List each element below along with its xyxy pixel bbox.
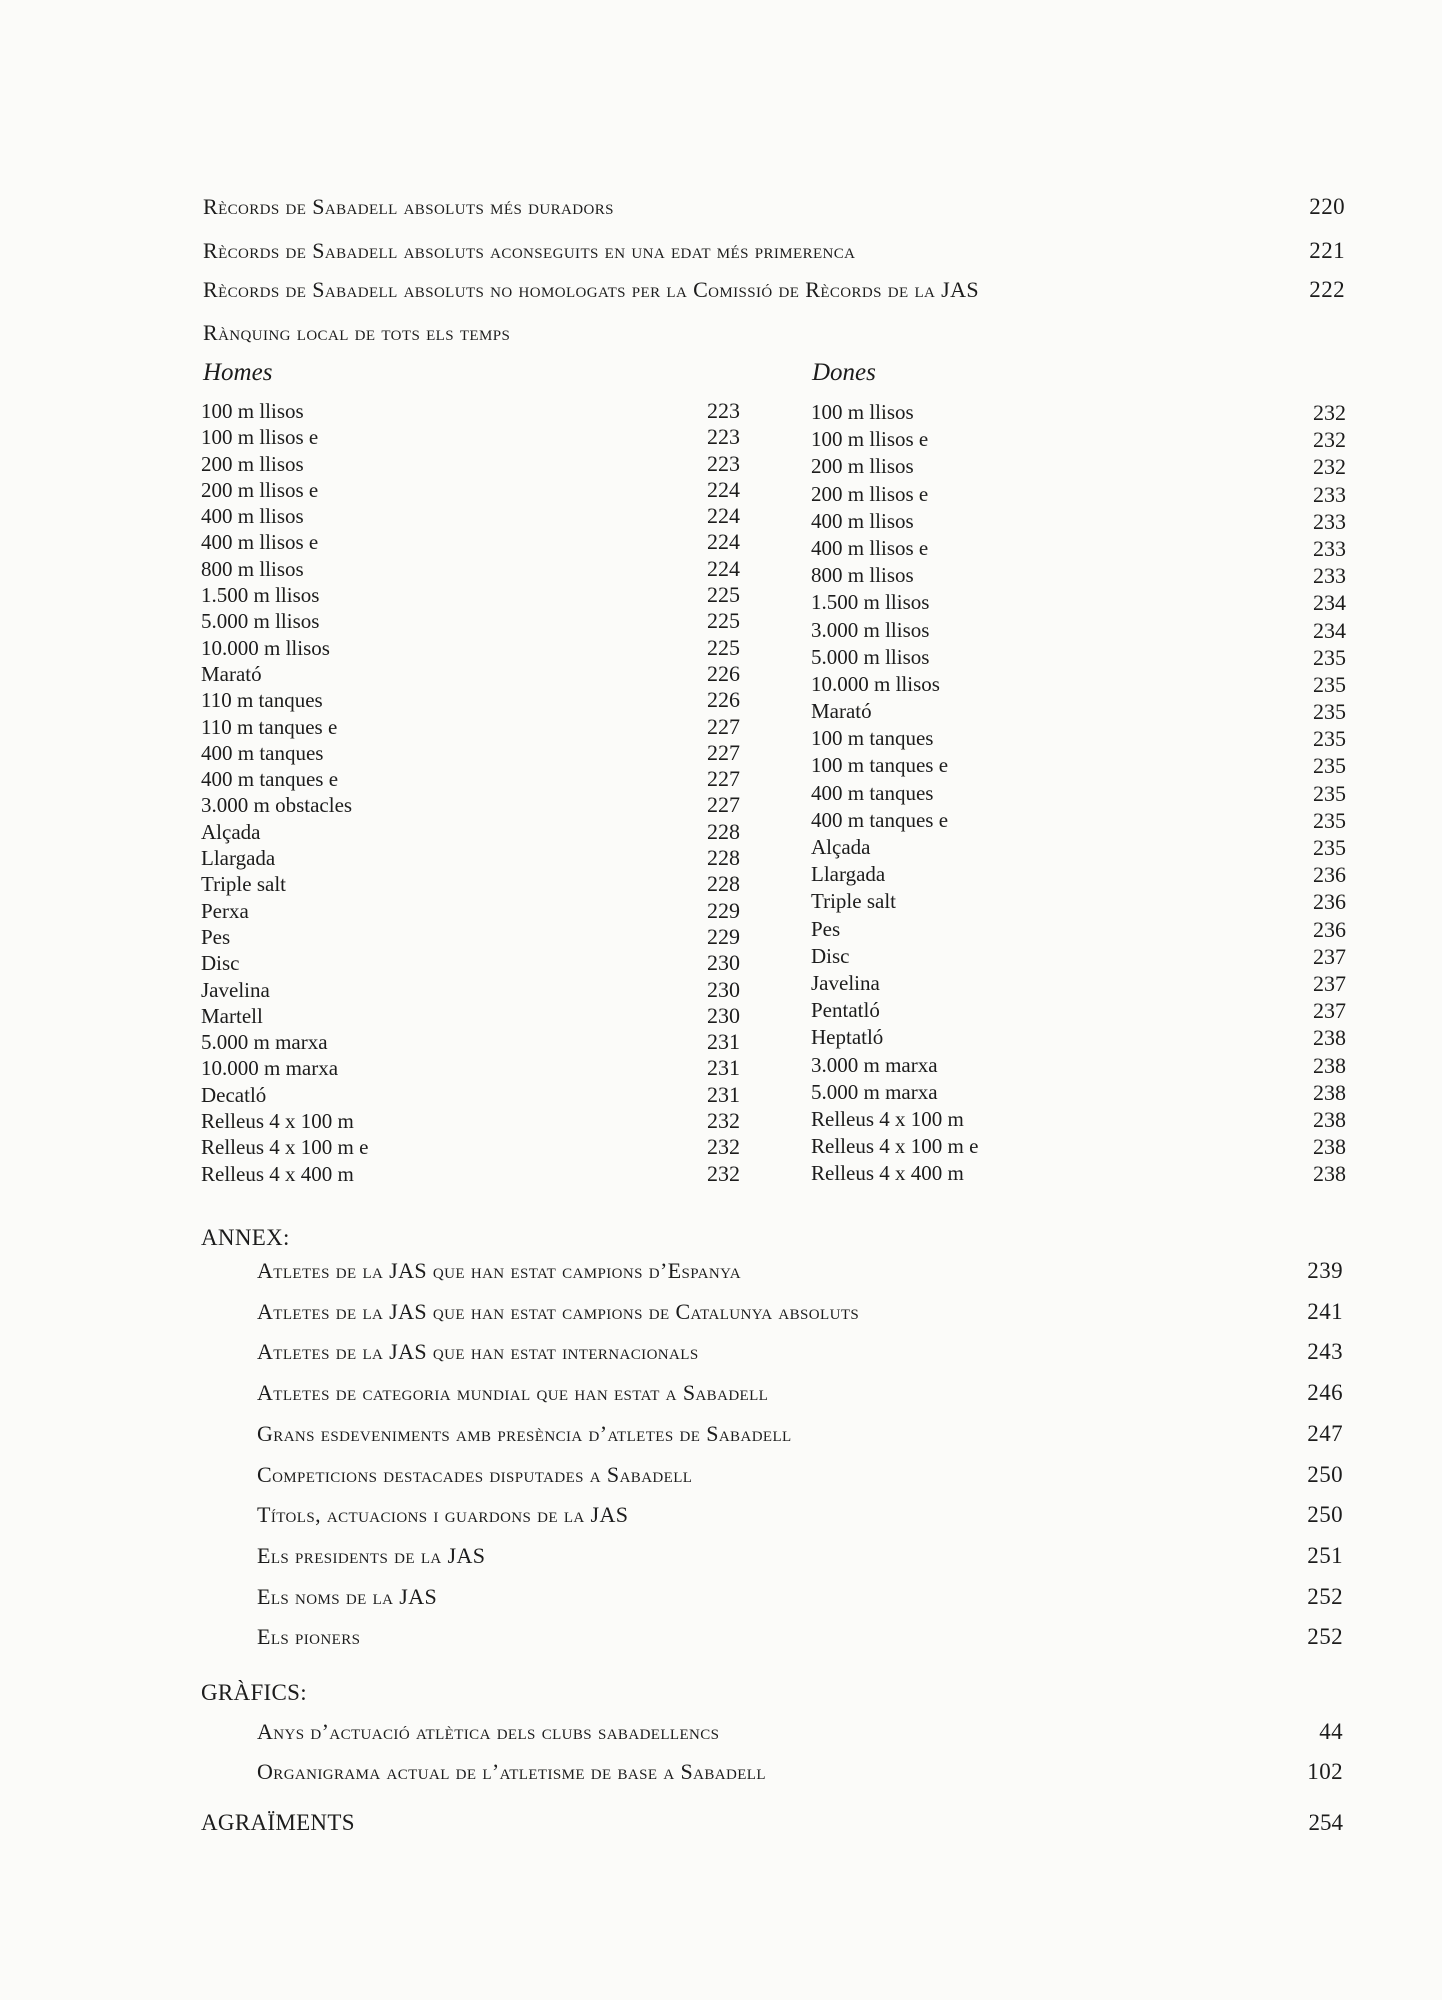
event-name: Decatló bbox=[201, 1082, 267, 1107]
event-row bbox=[811, 970, 1346, 997]
event-row bbox=[811, 888, 1346, 915]
event-row bbox=[201, 1108, 740, 1134]
event-name: Llargada bbox=[811, 862, 886, 887]
toc-entry-page: 247 bbox=[1307, 1420, 1343, 1446]
event-name: 400 m tanques bbox=[201, 740, 324, 765]
event-name: 3.000 m marxa bbox=[811, 1052, 938, 1077]
event-name: 400 m llisos e bbox=[811, 535, 929, 560]
toc-entry-page: 251 bbox=[1307, 1542, 1343, 1568]
toc-entry-label: Atletes de la JAS que han estat campions de Catalunya absoluts bbox=[257, 1298, 860, 1324]
toc-entry bbox=[203, 234, 1345, 268]
event-page: 227 bbox=[707, 739, 740, 765]
event-page: 238 bbox=[1313, 1106, 1346, 1132]
event-name: Pes bbox=[811, 916, 841, 941]
event-page: 232 bbox=[1313, 400, 1346, 425]
event-row bbox=[811, 1106, 1346, 1133]
event-row bbox=[201, 477, 740, 503]
homes-heading: Homes bbox=[203, 359, 273, 386]
event-page: 224 bbox=[707, 503, 740, 529]
event-name: 200 m llisos e bbox=[201, 477, 319, 502]
event-name: 100 m llisos bbox=[201, 399, 304, 423]
event-page: 223 bbox=[707, 450, 740, 476]
toc-entry-page: 252 bbox=[1307, 1624, 1343, 1650]
event-page: 235 bbox=[1313, 671, 1346, 697]
event-name: 100 m tanques bbox=[811, 726, 934, 751]
event-row bbox=[811, 807, 1346, 834]
toc-entry bbox=[257, 1254, 1343, 1288]
toc-entry-page: 221 bbox=[1309, 238, 1345, 263]
event-row bbox=[811, 644, 1346, 671]
event-page: 225 bbox=[707, 634, 740, 660]
event-page: 233 bbox=[1313, 508, 1346, 534]
event-name: 100 m llisos bbox=[811, 400, 914, 424]
event-page: 223 bbox=[707, 398, 740, 423]
toc-entry-label: Rècords de Sabadell absoluts més duradors bbox=[203, 194, 614, 219]
event-page: 234 bbox=[1313, 590, 1346, 616]
event-row bbox=[201, 924, 740, 950]
event-name: Perxa bbox=[201, 898, 249, 923]
toc-entry-page: 44 bbox=[1319, 1719, 1343, 1744]
event-page: 235 bbox=[1313, 807, 1346, 833]
toc-entry-page: 250 bbox=[1307, 1461, 1343, 1487]
event-row bbox=[201, 1161, 740, 1187]
toc-entry-label: Els pioners bbox=[257, 1624, 361, 1650]
toc-entry bbox=[257, 1539, 1343, 1573]
event-page: 236 bbox=[1313, 862, 1346, 888]
event-page: 225 bbox=[707, 608, 740, 634]
grafics-heading: GRÀFICS: bbox=[201, 1680, 307, 1705]
event-name: 1.500 m llisos bbox=[811, 590, 930, 615]
event-row bbox=[201, 845, 740, 871]
toc-entry bbox=[257, 1417, 1343, 1451]
event-page: 226 bbox=[707, 660, 740, 686]
toc-entry bbox=[257, 1715, 1343, 1749]
event-row bbox=[201, 977, 740, 1003]
event-page: 237 bbox=[1313, 970, 1346, 996]
event-name: Marató bbox=[811, 699, 872, 724]
event-name: 100 m llisos e bbox=[811, 427, 929, 452]
toc-entry-label: Rècords de Sabadell absoluts no homologats per la Comissió de Rècords de la JAS bbox=[203, 277, 980, 302]
event-row bbox=[811, 997, 1346, 1024]
agraiments-page: 254 bbox=[1308, 1810, 1343, 1835]
event-page: 238 bbox=[1313, 1079, 1346, 1105]
event-row bbox=[811, 1024, 1346, 1051]
event-page: 231 bbox=[707, 1081, 740, 1107]
event-row bbox=[201, 635, 740, 661]
event-page: 228 bbox=[707, 845, 740, 871]
event-row bbox=[201, 819, 740, 845]
event-name: 10.000 m marxa bbox=[201, 1056, 339, 1081]
event-name: Disc bbox=[201, 951, 240, 976]
event-page: 224 bbox=[707, 555, 740, 581]
event-name: Relleus 4 x 100 m bbox=[811, 1106, 964, 1131]
event-page: 236 bbox=[1313, 889, 1346, 915]
event-name: 110 m tanques e bbox=[201, 714, 338, 739]
dones-heading: Dones bbox=[812, 359, 876, 386]
event-row bbox=[811, 725, 1346, 752]
event-page: 233 bbox=[1313, 481, 1346, 507]
event-row bbox=[811, 562, 1346, 589]
toc-entry-label: Competicions destacades disputades a Sabadell bbox=[257, 1461, 693, 1487]
event-row bbox=[811, 589, 1346, 616]
agraiments-label: AGRAÏMENTS bbox=[201, 1810, 355, 1835]
event-page: 229 bbox=[707, 923, 740, 949]
toc-entry-page: 252 bbox=[1307, 1583, 1343, 1609]
event-row bbox=[201, 556, 740, 582]
event-page: 230 bbox=[707, 1002, 740, 1028]
toc-entry bbox=[203, 190, 1345, 224]
event-row bbox=[811, 752, 1346, 779]
event-name: Relleus 4 x 400 m bbox=[811, 1161, 964, 1186]
toc-entry-page: 222 bbox=[1309, 277, 1345, 302]
event-row bbox=[811, 1052, 1346, 1079]
event-page: 235 bbox=[1313, 780, 1346, 806]
event-row bbox=[811, 1133, 1346, 1160]
event-row bbox=[811, 481, 1346, 508]
event-name: Alçada bbox=[811, 835, 871, 859]
event-name: 3.000 m obstacles bbox=[201, 793, 353, 818]
event-name: Relleus 4 x 100 m e bbox=[811, 1134, 979, 1159]
event-row bbox=[201, 608, 740, 634]
event-row bbox=[811, 453, 1346, 480]
event-row bbox=[201, 503, 740, 529]
event-row bbox=[201, 1029, 740, 1055]
event-row bbox=[811, 426, 1346, 453]
event-row bbox=[811, 1079, 1346, 1106]
event-name: Javelina bbox=[811, 970, 880, 995]
event-name: Alçada bbox=[201, 819, 261, 844]
event-row bbox=[201, 398, 740, 424]
event-row bbox=[201, 1055, 740, 1081]
event-page: 227 bbox=[707, 792, 740, 818]
event-row bbox=[201, 740, 740, 766]
event-row bbox=[201, 714, 740, 740]
event-name: 200 m llisos bbox=[811, 454, 914, 479]
event-name: 400 m tanques e bbox=[811, 807, 949, 832]
event-row bbox=[201, 687, 740, 713]
event-row bbox=[811, 916, 1346, 943]
toc-entry-label: Rànquing local de tots els temps bbox=[203, 320, 511, 345]
event-page: 231 bbox=[707, 1055, 740, 1081]
event-page: 224 bbox=[707, 529, 740, 555]
annex-heading: ANNEX: bbox=[201, 1225, 290, 1250]
event-row bbox=[811, 535, 1346, 562]
event-page: 225 bbox=[707, 582, 740, 608]
event-row bbox=[201, 529, 740, 555]
event-name: Disc bbox=[811, 943, 850, 968]
event-row bbox=[811, 617, 1346, 644]
toc-entry bbox=[203, 273, 1345, 307]
event-name: 200 m llisos e bbox=[811, 481, 929, 506]
dones-event-list bbox=[811, 399, 1346, 1187]
event-name: 5.000 m llisos bbox=[201, 609, 320, 634]
event-row bbox=[201, 451, 740, 477]
event-page: 231 bbox=[707, 1029, 740, 1055]
event-name: 200 m llisos bbox=[201, 451, 304, 476]
event-page: 228 bbox=[707, 818, 740, 844]
event-row bbox=[811, 508, 1346, 535]
event-name: Triple salt bbox=[201, 872, 286, 897]
event-page: 233 bbox=[1313, 535, 1346, 561]
event-row bbox=[201, 792, 740, 818]
event-name: 100 m tanques e bbox=[811, 753, 949, 778]
event-page: 236 bbox=[1313, 916, 1346, 942]
event-page: 233 bbox=[1313, 563, 1346, 589]
toc-entry bbox=[257, 1580, 1343, 1614]
homes-event-list bbox=[201, 398, 740, 1187]
toc-entry-label: Atletes de la JAS que han estat campions d’Espanya bbox=[257, 1258, 741, 1283]
event-name: 110 m tanques bbox=[201, 688, 323, 713]
event-page: 232 bbox=[1313, 454, 1346, 480]
toc-entry-label: Títols, actuacions i guardons de la JAS bbox=[257, 1502, 629, 1528]
toc-entry bbox=[257, 1620, 1343, 1654]
event-row bbox=[201, 871, 740, 897]
event-name: 5.000 m marxa bbox=[811, 1079, 938, 1104]
toc-entry-label: Atletes de la JAS que han estat internacionals bbox=[257, 1339, 699, 1365]
event-name: 5.000 m marxa bbox=[201, 1030, 328, 1055]
toc-entry-label: Rècords de Sabadell absoluts aconseguits en una edat més primerenca bbox=[203, 238, 856, 263]
toc-entry-label: Grans esdeveniments amb presència d’atletes de Sabadell bbox=[257, 1420, 792, 1446]
event-name: 10.000 m llisos bbox=[811, 671, 940, 696]
event-name: Heptatló bbox=[811, 1025, 884, 1050]
event-page: 227 bbox=[707, 713, 740, 739]
event-page: 227 bbox=[707, 766, 740, 792]
event-page: 238 bbox=[1313, 1134, 1346, 1160]
toc-entry-label: Organigrama actual de l’atletisme de base a Sabadell bbox=[257, 1759, 766, 1784]
event-row bbox=[201, 766, 740, 792]
event-name: Relleus 4 x 400 m bbox=[201, 1161, 354, 1186]
event-name: 400 m llisos bbox=[811, 508, 914, 533]
event-page: 235 bbox=[1313, 699, 1346, 725]
toc-entry-page: 243 bbox=[1307, 1339, 1343, 1365]
event-page: 230 bbox=[707, 976, 740, 1002]
toc-entry-page: 102 bbox=[1307, 1759, 1343, 1784]
event-name: 400 m llisos bbox=[201, 504, 304, 529]
event-row bbox=[201, 950, 740, 976]
event-page: 235 bbox=[1313, 726, 1346, 752]
toc-entry bbox=[203, 316, 1345, 350]
event-page: 238 bbox=[1313, 1025, 1346, 1051]
event-name: 5.000 m llisos bbox=[811, 644, 930, 669]
event-row bbox=[201, 1082, 740, 1108]
toc-entry bbox=[257, 1295, 1343, 1329]
event-row bbox=[201, 1003, 740, 1029]
event-page: 232 bbox=[707, 1108, 740, 1134]
toc-entry bbox=[257, 1335, 1343, 1369]
event-row bbox=[811, 861, 1346, 888]
event-page: 238 bbox=[1313, 1161, 1346, 1187]
event-page: 229 bbox=[707, 897, 740, 923]
event-name: 100 m llisos e bbox=[201, 425, 319, 450]
toc-entry bbox=[257, 1755, 1343, 1789]
toc-entry bbox=[257, 1498, 1343, 1532]
event-page: 230 bbox=[707, 950, 740, 976]
toc-entry-page: 239 bbox=[1307, 1258, 1343, 1283]
toc-entry bbox=[257, 1376, 1343, 1410]
event-row bbox=[811, 698, 1346, 725]
event-name: 400 m llisos e bbox=[201, 530, 319, 555]
event-row bbox=[201, 424, 740, 450]
event-row bbox=[811, 834, 1346, 861]
event-name: 800 m llisos bbox=[201, 556, 304, 581]
event-page: 237 bbox=[1313, 943, 1346, 969]
event-row bbox=[811, 671, 1346, 698]
event-name: Relleus 4 x 100 m bbox=[201, 1109, 354, 1134]
event-page: 235 bbox=[1313, 835, 1346, 860]
event-name: 400 m tanques e bbox=[201, 767, 339, 792]
event-name: 800 m llisos bbox=[811, 563, 914, 588]
event-row bbox=[811, 399, 1346, 426]
event-name: Javelina bbox=[201, 977, 270, 1002]
toc-entry bbox=[257, 1458, 1343, 1492]
event-name: 10.000 m llisos bbox=[201, 635, 330, 660]
event-row bbox=[201, 582, 740, 608]
event-page: 232 bbox=[707, 1134, 740, 1160]
event-page: 234 bbox=[1313, 617, 1346, 643]
event-page: 226 bbox=[707, 687, 740, 713]
toc-entry-page: 241 bbox=[1307, 1298, 1343, 1324]
event-row bbox=[201, 1134, 740, 1160]
event-name: Pentatló bbox=[811, 998, 880, 1023]
event-row bbox=[811, 780, 1346, 807]
toc-entry-label: Atletes de categoria mundial que han estat a Sabadell bbox=[257, 1380, 769, 1406]
event-name: Llargada bbox=[201, 846, 276, 871]
toc-entry-label: Els presidents de la JAS bbox=[257, 1542, 486, 1568]
event-page: 228 bbox=[707, 871, 740, 897]
event-page: 237 bbox=[1313, 998, 1346, 1024]
event-row bbox=[201, 661, 740, 687]
toc-entry-label: Anys d’actuació atlètica dels clubs sabadellencs bbox=[257, 1719, 720, 1744]
event-name: 400 m tanques bbox=[811, 780, 934, 805]
event-name: Relleus 4 x 100 m e bbox=[201, 1135, 369, 1160]
event-row bbox=[201, 898, 740, 924]
event-name: 3.000 m llisos bbox=[811, 617, 930, 642]
event-page: 232 bbox=[707, 1160, 740, 1186]
event-page: 235 bbox=[1313, 644, 1346, 670]
event-name: Marató bbox=[201, 661, 262, 686]
event-name: Triple salt bbox=[811, 889, 896, 914]
event-page: 224 bbox=[707, 476, 740, 502]
event-page: 232 bbox=[1313, 427, 1346, 453]
toc-entry-page: 246 bbox=[1307, 1380, 1343, 1406]
toc-entry-page: 220 bbox=[1309, 194, 1345, 219]
event-row bbox=[811, 1160, 1346, 1187]
toc-entry-page: 250 bbox=[1307, 1502, 1343, 1528]
event-page: 223 bbox=[707, 424, 740, 450]
event-name: Pes bbox=[201, 924, 231, 949]
agraiments-entry bbox=[201, 1806, 1343, 1840]
toc-entry-label: Els noms de la JAS bbox=[257, 1583, 438, 1609]
event-page: 238 bbox=[1313, 1052, 1346, 1078]
event-name: Martell bbox=[201, 1003, 263, 1028]
event-page: 235 bbox=[1313, 753, 1346, 779]
event-row bbox=[811, 943, 1346, 970]
event-name: 1.500 m llisos bbox=[201, 583, 320, 608]
